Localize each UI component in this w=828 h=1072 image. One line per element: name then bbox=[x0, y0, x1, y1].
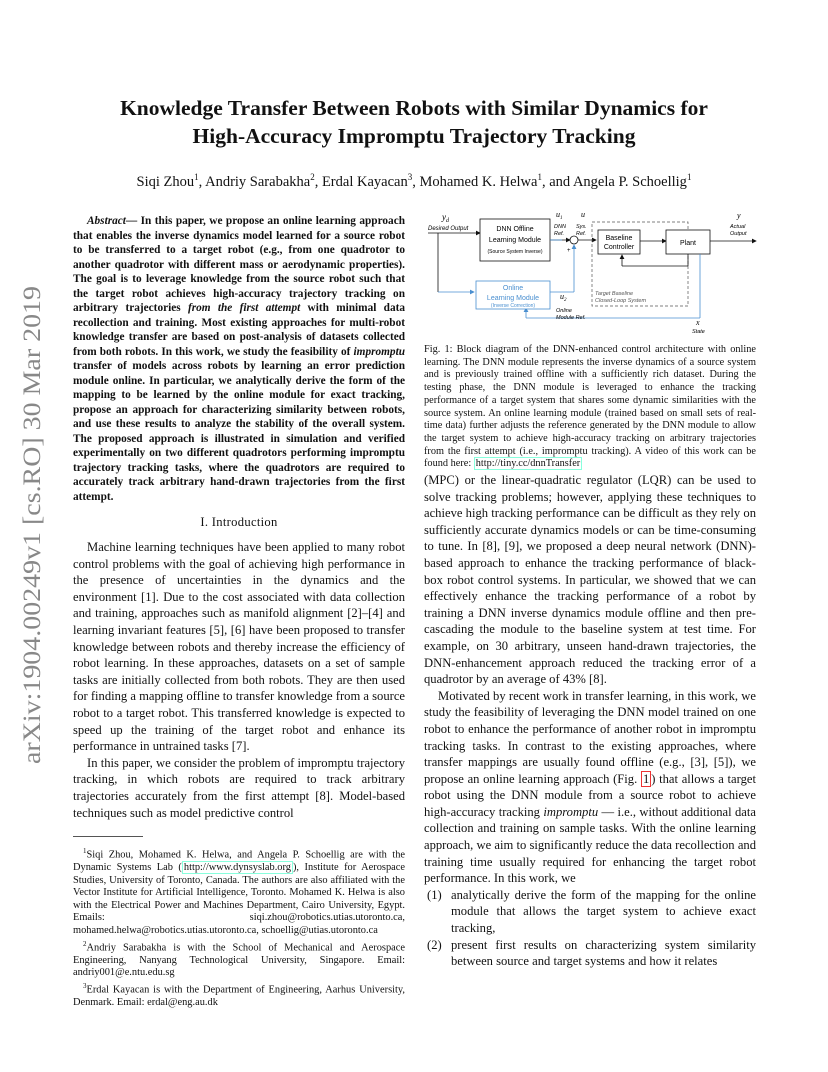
footnote-3-mark: 3 bbox=[83, 981, 87, 990]
plus-sign: + bbox=[567, 248, 571, 254]
abstract-emph-1: from the first attempt bbox=[187, 302, 301, 314]
block-diagram bbox=[424, 208, 760, 340]
online-line1: Online bbox=[502, 285, 524, 292]
right-p2-emph: impromptu bbox=[543, 804, 599, 819]
contribution-list bbox=[424, 887, 756, 970]
abstract-text-2: with minimal data recollection and training. Most existing approaches for multi-robot knowledge transfer are based on post-analysis of datasets collected from both robots. In this work, we study the feasibility of bbox=[73, 302, 405, 358]
abstract-emph-2: impromptu bbox=[353, 345, 405, 358]
baseline-line2: Controller bbox=[603, 244, 635, 251]
footnote-rule bbox=[73, 836, 143, 837]
footnote-3 bbox=[73, 980, 405, 1010]
dnn-ref-label-2: Ref. bbox=[554, 231, 565, 237]
desired-output-label: Desired Output bbox=[428, 226, 469, 232]
online-ref-label: Online bbox=[556, 308, 572, 314]
list-item-number: (1) bbox=[427, 887, 442, 902]
summing-junction bbox=[570, 236, 578, 244]
caption-text: Fig. 1: Block diagram of the DNN-enhanced control architecture with online learning. The DNN module represents the inverse dynamics of a source system and is previously trained offline with a sufficiently rich dataset. During the testing phase, the DNN module is leveraged to enhance the tracking performance of a target system that shares some dynamic similarities with the source system. An online learning module (trained based on small sets of real-time data) further adjusts the reference generated by the DNN module to allow the target system to achieve high-accuracy tracking on arbitrary trajectories from the first attempt (i.e., impromptu tracking). A video of this work can be found here: bbox=[424, 344, 756, 470]
u1-label: $u_1$ bbox=[556, 210, 563, 221]
section-heading: I. Introduction bbox=[200, 515, 278, 529]
footnote-2 bbox=[73, 938, 405, 980]
author-list bbox=[0, 172, 828, 191]
abstract bbox=[73, 214, 405, 504]
right-p2-text-c: — i.e., without additional data collection and training on sample tasks. With the online learning approach, we aim to significantly reduce the data recollection and training time usually required for enhancing the target robot performance. In this work, we bbox=[424, 804, 756, 886]
target-label-1: Target Baseline bbox=[595, 291, 634, 297]
author-2-affil: 2 bbox=[310, 172, 315, 182]
footnote-2-mark: 2 bbox=[83, 939, 87, 948]
u2-label: $u_2$ bbox=[560, 292, 567, 303]
yd-label: $y_d$ bbox=[442, 212, 449, 224]
u-label: u bbox=[581, 210, 585, 219]
title-line-2: High-Accuracy Impromptu Trajectory Tracking bbox=[192, 124, 636, 148]
right-p2-text-a: Motivated by recent work in transfer learning, in this work, we study the feasibility of leveraging the DNN model trained on one robot to enhance the performance of another robot in impromptu tracking tasks. In contrast to the existing approaches, where transfer mappings are usually found offline (e.g., [3], [5]), we propose an online learning approach (Fig. bbox=[424, 688, 756, 786]
arxiv-stamp bbox=[14, 286, 50, 764]
intro-paragraph-1: Machine learning techniques have been applied to many robot control problems with the goal of achieving high performance in the presence of uncertainties in the dynamics and the environment [1]. Due to the cost associated with data collection and training, approaches such as manifold alignment [2]–[4] and learning invariant features [5], [6] have been proposed to transfer knowledge between robots and thereby increase the efficiency of robot learning. In these approaches, datasets on a set of sample tasks are initially collected from both robots. They are then used for finding a mapping offline to transfer knowledge from a source robot to a target robot. This transferred knowledge is expected to speed up the training of the target robot and enhance its performance in untrained tasks [7]. bbox=[73, 540, 406, 754]
dnn-box-line3: (Source System Inverse) bbox=[487, 249, 543, 255]
online-ref-label-2: Module Ref. bbox=[556, 315, 586, 321]
figure-ref-link[interactable]: 1 bbox=[642, 771, 650, 786]
figure-caption bbox=[424, 344, 756, 471]
target-label-2: Closed-Loop System bbox=[595, 298, 647, 304]
author-1: Siqi Zhou bbox=[136, 173, 195, 190]
list-item-text: present first results on characterizing system similarity between source and target systems and how it relates bbox=[451, 937, 756, 969]
footnote-1-text-b: ), Institute for Aerospace Studies, University of Toronto, Canada. The authors are also affiliated with the Vector Institute for Artificial Intelligence, Toronto. Mohamed K. Helwa is also with the Electrical Power and Machines Department, Cairo University, Egypt. Emails: siqi.zhou@robotics.utias.utoronto.ca, mohamed.helwa@robotics.utias.utoronto.ca, schoellig@utias.utoronto.ca bbox=[73, 862, 405, 937]
right-p2-text-b: ) that allows a target robot using the DNN module from a source robot to achieve high-accuracy tracking bbox=[424, 771, 756, 819]
caption-link[interactable]: http://tiny.cc/dnnTransfer bbox=[475, 458, 581, 470]
author-5-affil: 1 bbox=[686, 172, 692, 182]
list-item-number: (2) bbox=[427, 937, 442, 952]
author-4: , Mohamed K. Helwa bbox=[412, 173, 538, 190]
footnote-2-text: Andriy Sarabakha is with the School of Mechanical and Aerospace Engineering, Nanyang Technological University, Singapore. Email: andriy001@e.ntu.edu.sg bbox=[73, 942, 405, 979]
footnote-1-link[interactable]: http://www.dynsyslab.org bbox=[183, 862, 291, 874]
intro-paragraph-2: In this paper, we consider the problem of impromptu trajectory tracking, in which robots are required to track arbitrary trajectories accurately from the first attempt [8]. Model-based techniques such as model predictive control bbox=[73, 755, 405, 820]
footnote-1 bbox=[73, 845, 405, 938]
author-4-affil: 1 bbox=[537, 172, 542, 182]
dnn-box-line2: Learning Module bbox=[488, 237, 542, 244]
state-label: State bbox=[692, 329, 705, 335]
abstract-text-3: transfer of models across robots by learning an error prediction module online. In particular, we analytically derive the form of the mapping to be learned by the online module for exact tracking, propose an approach for characterizing similarity between robots, and use these results to analyze the stability of the overall system. The proposed approach is illustrated in simulation and verified experimentally on two different quadrotors performing impromptu trajectory tracking tasks, where the quadrotors are required to accurately track arbitrary hand-drawn trajectories from the first attempt. bbox=[73, 360, 405, 503]
output-label: Output bbox=[730, 231, 747, 237]
x-label: x bbox=[696, 318, 700, 327]
author-2: , Andriy Sarabakha bbox=[198, 173, 311, 190]
abstract-lead: Abstract bbox=[87, 215, 126, 227]
dnn-box-line1: DNN Offline bbox=[496, 226, 534, 233]
right-column-body bbox=[424, 472, 756, 970]
author-3-affil: 3 bbox=[407, 172, 413, 182]
intro-body bbox=[73, 539, 405, 821]
sys-label: Sys. bbox=[576, 224, 587, 230]
title-line-1: Knowledge Transfer Between Robots with Similar Dynamics for bbox=[120, 96, 708, 120]
right-paragraph-1: (MPC) or the linear-quadratic regulator (LQR) can be used to solve tracking problems; however, applying these techniques to achieve high tracking performance can be difficult as they rely on sufficiently accurate dynamics models or can be time-consuming to tune. In [8], [9], we proposed a deep neural network (DNN)-based approach to enhance the tracking performance of black-box robot control systems. In particular, we showed that we can effectively enhance the tracking performance of a robot by training a DNN inverse dynamics module offline and then pre-cascading the module to the baseline system at test time. For example, on 30 arbitrary, unseen hand-drawn trajectories, the DNN-enhancement approach reduced the tracking error of a quadrotor by an average of 43% [8]. bbox=[424, 473, 756, 687]
list-item-text: analytically derive the form of the mapping for the online module that allows the target system to achieve exact tracking, bbox=[451, 887, 756, 936]
arxiv-stamp-text: arXiv:1904.00249v1 [cs.RO] 30 Mar 2019 bbox=[19, 336, 46, 764]
dnn-ref-label: DNN bbox=[554, 224, 566, 230]
list-item bbox=[424, 937, 756, 970]
baseline-line1: Baseline bbox=[605, 235, 633, 242]
plant-label: Plant bbox=[680, 240, 696, 247]
author-1-affil: 1 bbox=[194, 172, 199, 182]
online-line2: Learning Module bbox=[486, 295, 540, 302]
author-5: , and Angela P. Schoellig bbox=[541, 173, 687, 190]
sys-ref-label: Ref. bbox=[576, 231, 587, 237]
footnote-1-mark: 1 bbox=[83, 847, 87, 855]
actual-label: Actual bbox=[730, 224, 746, 230]
y-label: y bbox=[737, 211, 741, 220]
footnote-1-text-a: Siqi Zhou, Mohamed K. Helwa, and Angela P. Schoellig are with the Dynamic Systems Lab ( bbox=[73, 849, 405, 874]
author-3: , Erdal Kayacan bbox=[314, 173, 408, 190]
paper-title bbox=[0, 94, 828, 150]
right-paragraph-2 bbox=[424, 688, 756, 887]
abstract-text-1: — In this paper, we propose an online learning approach that enables the inverse dynamics model learned for a source robot to be transferred to a target robot (e.g., from one quadrotor to another quadrotor with different mass or aerodynamic properties). The goal is to leverage knowledge from the source robot such that the target robot achieves high-accuracy trajectory tracking on arbitrary trajectories bbox=[73, 215, 405, 314]
footnote-3-text: Erdal Kayacan is with the Department of Engineering, Aarhus University, Denmark. Email: erdal@eng.au.dk bbox=[73, 984, 405, 1008]
list-item bbox=[424, 887, 756, 937]
online-line3: (Inverse Correction) bbox=[490, 303, 536, 309]
footnotes bbox=[73, 845, 405, 1010]
